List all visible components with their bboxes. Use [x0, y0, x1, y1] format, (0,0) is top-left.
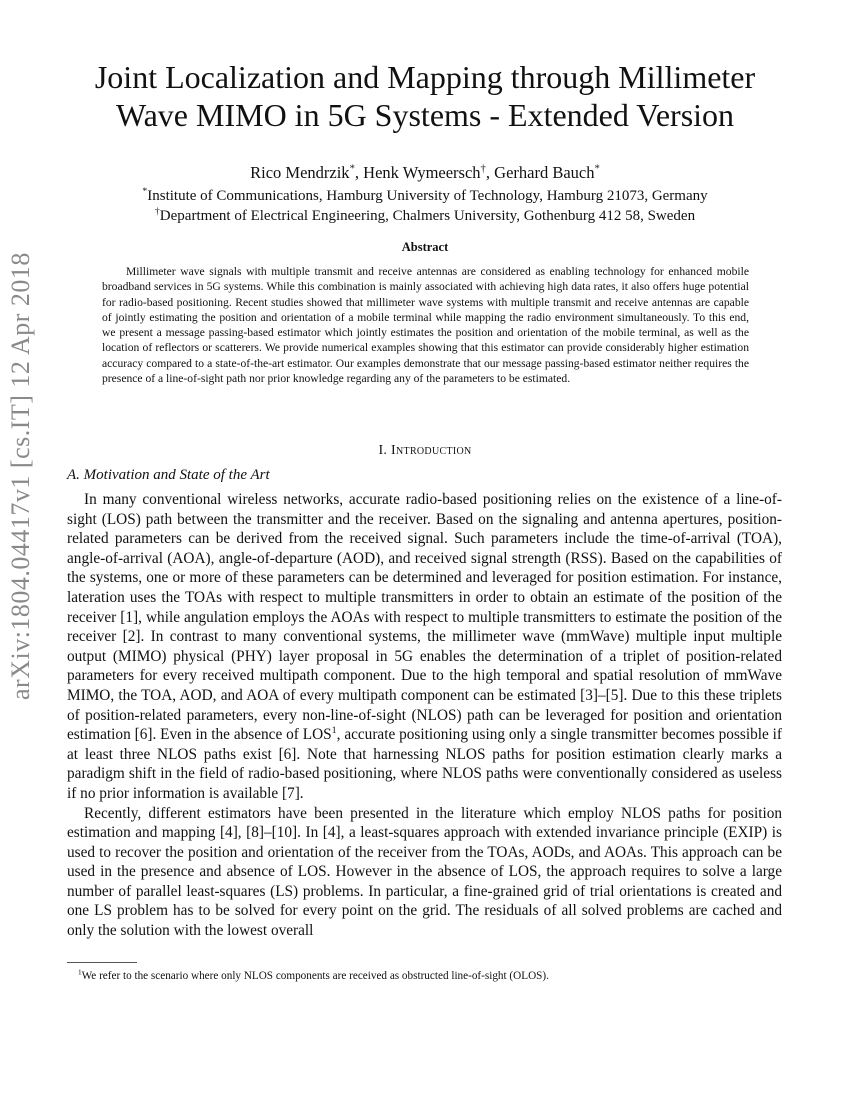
author-list: Rico Mendrzik*, Henk Wymeersch†, Gerhard Bauch*	[250, 162, 600, 182]
affiliation-text: Department of Electrical Engineering, Chalmers University, Gothenburg 412 58, Sweden	[159, 208, 696, 224]
arxiv-identifier-stamp: arXiv:1804.04417v1 [cs.IT] 12 Apr 2018	[6, 252, 35, 700]
affiliation-mark: *	[349, 162, 355, 175]
section-title: Introduction	[391, 443, 472, 458]
affiliation-mark: †	[480, 162, 486, 175]
author-name: Henk Wymeersch	[363, 163, 481, 182]
affiliation-line	[60, 206, 790, 226]
affiliation-text: Institute of Communications, Hamburg University of Technology, Hamburg 21073, Germany	[147, 188, 708, 204]
author-name: Rico Mendrzik	[250, 163, 350, 182]
section-number: I.	[378, 443, 388, 458]
body-text	[67, 490, 782, 941]
footnote-reference[interactable]: 1	[331, 725, 337, 737]
section-heading	[60, 443, 790, 459]
author-name: Gerhard Bauch	[494, 163, 595, 182]
paragraph: In many conventional wireless networks, accurate radio-based positioning relies on the existence of a line-of-sight (LOS) path between the transmitter and the receiver. Based on the signaling and antenna apertures, position-related parameters can be derived from the received signal. Such parameters include the time-of-arrival (TOA), angle-of-arrival (AOA), angle-of-departure (AOD), and received signal strength (RSS). Based on the capabilities of the systems, one or more of these parameters can be determined and leveraged for position estimation. For instance, lateration uses the TOAs with respect to multiple transmitters in order to obtain an estimate of the position of the receiver [1], while angulation employs the AOAs with respect to multiple transmitters to estimate the position of the receiver [2]. In contrast to many conventional systems, the millimeter wave (mmWave) multiple input multiple output (MIMO) physical (PHY) layer proposal in 5G enables the determination of a triplet of position-related parameters for every received multipath component. Due to the high temporal and spatial resolution of mmWave MIMO, the TOA, AOD, and AOA of every multipath component can be estimated [3]–[5]. Due to this these triplets of position-related parameters, every non-line-of-sight (NLOS) path can be leveraged for position and orientation estimation [6]. Even in the absence of LOS$^1$, accurate positioning using only a single transmitter becomes possible if at least three NLOS paths exist [6]. Note that harnessing NLOS paths for position estimation clearly marks a paradigm shift in the field of radio-based positioning, where NLOS paths were conventionally considered as useless if no prior information is available [7].	[67, 491, 782, 802]
abstract-heading: Abstract	[401, 240, 449, 254]
footnote	[67, 969, 782, 983]
footnote-divider	[67, 962, 137, 963]
paper-title: Joint Localization and Mapping through Millimeter Wave MIMO in 5G Systems - Extended Version	[94, 59, 756, 133]
subsection-heading: A. Motivation and State of the Art	[67, 467, 270, 483]
affiliation-mark: *	[594, 162, 600, 175]
abstract-body: Millimeter wave signals with multiple transmit and receive antennas are considered as enabling technology for enhanced mobile broadband services in 5G systems. While this combination is mainly associated with achieving high data rates, it also offers huge potential for radio-based positioning. Recent studies showed that millimeter wave systems with multiple transmit and receive antennas are capable of jointly estimating the position and orientation of a mobile terminal while mapping the radio environment simultaneously. To this end, we present a message passing-based estimator which jointly estimates the position and orientation of the mobile terminal, as well as the location of reflectors or scatterers. We provide numerical examples showing that this estimator can provide considerably higher estimation accuracy compared to a state-of-the-art estimator. Our examples demonstrate that our message passing-based estimator neither requires the presence of a line-of-sight path nor prior knowledge regarding any of the parameters to be estimated.	[102, 265, 749, 386]
footnote-mark: 1	[78, 968, 82, 977]
paragraph: Recently, different estimators have been presented in the literature which employ NLOS paths for position estimation and mapping [4], [8]–[10]. In [4], a least-squares approach with extended invariance principle (EXIP) is used to recover the position and orientation of the receiver from the TOAs, AODs, and AOAs. This approach can be used in the presence and absence of LOS. However in the absence of LOS, the approach requires to solve a large number of parallel least-squares (LS) problems. In particular, a fine-grained grid of trial orientations is created and one LS problem has to be solved for every point on the grid. The residuals of all solved problems are cached and only the solution with the lowest overall	[67, 804, 782, 940]
affiliation-mark: †	[154, 206, 160, 217]
footnote-text: We refer to the scenario where only NLOS components are received as obstructed line-of-sight (OLOS).	[81, 970, 549, 982]
affiliation-line	[60, 186, 790, 206]
affiliation-mark: *	[142, 186, 148, 197]
